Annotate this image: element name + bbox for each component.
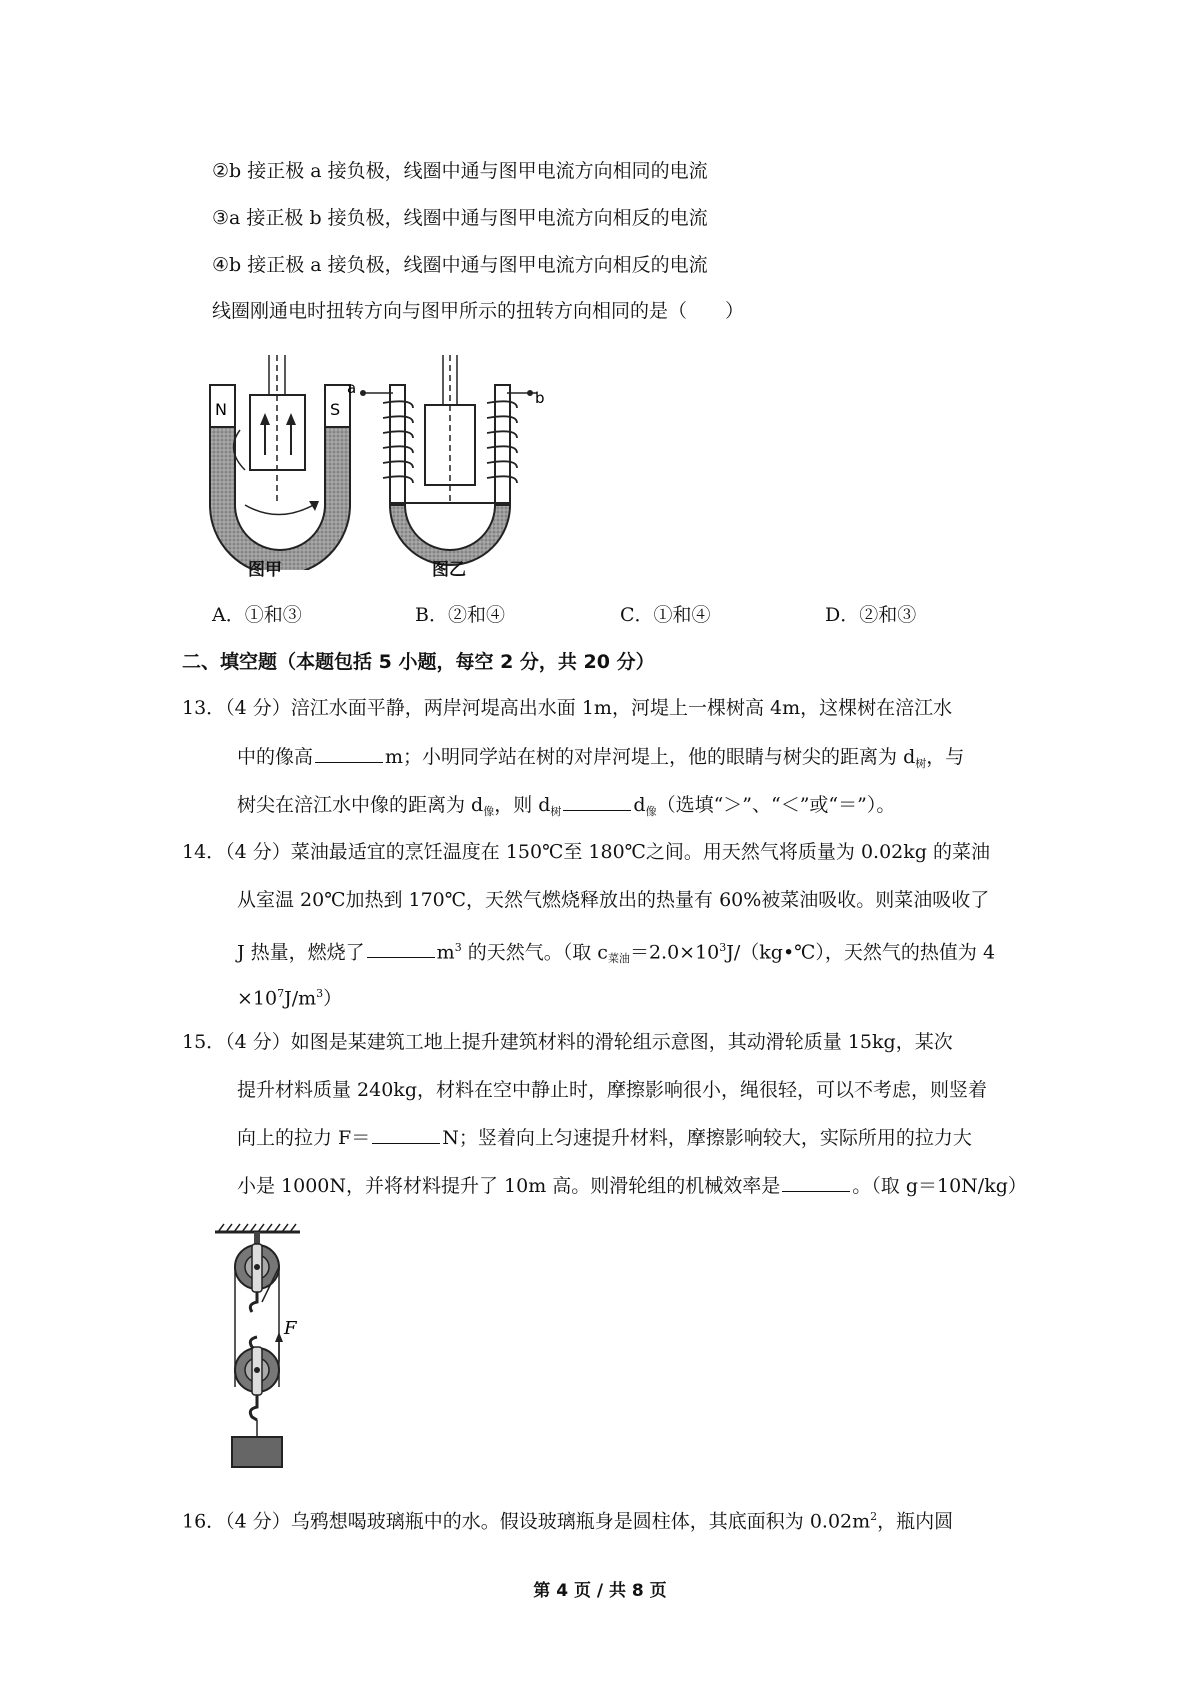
q13-blank-2[interactable]: [563, 790, 631, 811]
option-a[interactable]: A．①和③: [212, 604, 302, 626]
q14-line4: $\times 10^7J/m^3$）: [237, 987, 343, 1010]
q13-line3: 树尖在涪江水中像的距离为 $d_像$，则 $d_树$ $d_像$（选填“＞”、“＜”或“＝”）。: [237, 790, 895, 822]
pole-s-label: S: [330, 400, 341, 419]
q13-line2: 中的像高 m；小明同学站在树的对岸河堤上，他的眼睛与树尖的距离为 $d_树$，与: [237, 742, 964, 774]
page-footer: 第 4 页 / 共 8 页: [533, 1581, 667, 1601]
q16-line1: 16．（4 分）乌鸦想喝玻璃瓶中的水。假设玻璃瓶身是圆柱体，其底面积为 $0.02m^2$，瓶内圆: [182, 1510, 954, 1533]
q15-line2: 提升材料质量 240kg，材料在空中静止时，摩擦影响很小，绳很轻，可以不考虑，则竖着: [237, 1079, 987, 1101]
q14-line1: 14．（4 分）菜油最适宜的烹饪温度在 150℃至 180℃之间。用天然气将质量为 0.02kg 的菜油: [182, 841, 990, 863]
question-prompt: 线圈刚通电时扭转方向与图甲所示的扭转方向相同的是（ ）: [212, 300, 745, 322]
q14-line2: 从室温 20℃加热到 170℃，天然气燃烧释放出的热量有 60%被菜油吸收。则菜油吸收了: [237, 889, 990, 911]
option-b[interactable]: B．②和④: [415, 604, 505, 626]
figure-pulley-system: [210, 1222, 320, 1472]
q15-blank-1[interactable]: [372, 1123, 440, 1144]
caption-yi: 图乙: [432, 560, 466, 580]
terminal-a-label: a: [347, 379, 357, 397]
q15-line3: 向上的拉力 F＝ N；竖着向上匀速提升材料，摩擦影响较大，实际所用的拉力大: [237, 1123, 972, 1152]
section-title: 二、填空题（本题包括 5 小题，每空 2 分，共 20 分）: [182, 651, 655, 673]
q14-line3: J 热量，燃烧了 $m^3$ 的天然气。（取 $c_{菜油}=2.0\times 10^3J/(kg•℃)$，天然气的热值为 4: [237, 934, 995, 969]
pole-n-label: N: [215, 400, 227, 419]
statement-4: ④b 接正极 a 接负极，线圈中通与图甲电流方向相反的电流: [212, 254, 708, 276]
q13-blank-1[interactable]: [315, 742, 383, 763]
force-f-label: F: [284, 1318, 297, 1339]
figure-jia-magnet-coil: [205, 355, 355, 570]
q13-line1: 13．（4 分）涪江水面平静，两岸河堤高出水面 1m，河堤上一棵树高 4m，这棵树在涪江水: [182, 697, 953, 719]
statement-2: ②b 接正极 a 接负极，线圈中通与图甲电流方向相同的电流: [212, 160, 708, 182]
statement-3: ③a 接正极 b 接负极，线圈中通与图甲电流方向相反的电流: [212, 207, 708, 229]
q15-line4: 小是 1000N，并将材料提升了 10m 高。则滑轮组的机械效率是 。（取 g＝10N/kg）: [237, 1171, 1027, 1200]
q15-blank-2[interactable]: [782, 1171, 850, 1192]
q14-blank-2[interactable]: [367, 937, 435, 958]
figure-yi-electromagnet: [345, 355, 545, 570]
option-d[interactable]: D．②和③: [825, 604, 917, 626]
option-c[interactable]: C．①和④: [620, 604, 711, 626]
caption-jia: 图甲: [248, 560, 282, 580]
terminal-b-label: b: [535, 389, 545, 407]
q15-line1: 15．（4 分）如图是某建筑工地上提升建筑材料的滑轮组示意图，其动滑轮质量 15kg，某次: [182, 1031, 953, 1053]
